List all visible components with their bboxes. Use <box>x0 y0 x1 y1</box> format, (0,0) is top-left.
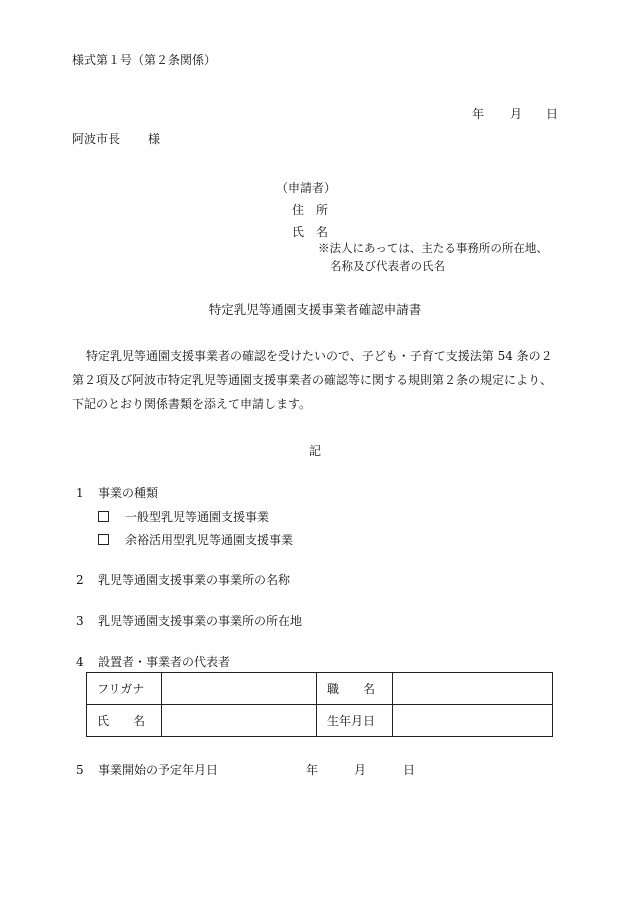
birthdate-field[interactable] <box>393 705 553 737</box>
item4-number: 4 <box>76 655 84 669</box>
option-general-label: 一般型乳児等通園支援事業 <box>125 510 270 524</box>
table-row <box>87 673 553 705</box>
item5-month-label: 月 <box>354 763 367 777</box>
table-row <box>87 705 553 737</box>
applicant-note-line1: ※法人にあっては、主たる事務所の所在地、 <box>318 241 548 255</box>
body-line: 下記のとおり関係書類を添えて申請します。 <box>72 397 312 411</box>
item1-option-general[interactable] <box>98 509 269 525</box>
applicant-address-label: 住 所 <box>292 203 329 217</box>
item2-number: 2 <box>76 573 84 587</box>
representative-table <box>86 672 553 737</box>
furigana-label: フリガナ <box>87 673 162 705</box>
option-surplus-label: 余裕活用型乳児等通園支援事業 <box>125 533 294 547</box>
applicant-note-line2: 名称及び代表者の氏名 <box>330 259 445 273</box>
name-label: 氏 名 <box>87 705 162 737</box>
furigana-field[interactable] <box>162 673 317 705</box>
position-field[interactable] <box>393 673 553 705</box>
birthdate-label: 生年月日 <box>317 705 393 737</box>
applicant-heading: （申請者） <box>276 181 337 195</box>
addressee-name: 阿波市長 <box>72 132 121 146</box>
item1-label: 事業の種類 <box>98 486 159 500</box>
addressee-honorific: 様 <box>148 132 161 146</box>
item5-label: 事業開始の予定年月日 <box>98 763 219 777</box>
item2-label: 乳児等通園支援事業の事業所の名称 <box>98 573 291 587</box>
form-number: 様式第１号（第２条関係） <box>72 53 217 67</box>
item5-number: 5 <box>76 763 84 777</box>
date-year-label: 年 <box>472 107 485 121</box>
item5-year-label: 年 <box>306 763 319 777</box>
item4-label: 設置者・事業者の代表者 <box>98 655 231 669</box>
date-month-label: 月 <box>510 107 523 121</box>
item1-number: 1 <box>76 486 84 500</box>
checkbox-surplus[interactable] <box>98 534 109 545</box>
date-day-label: 日 <box>546 107 559 121</box>
applicant-name-label: 氏 名 <box>292 225 329 239</box>
item1-option-surplus[interactable] <box>98 532 293 548</box>
name-field[interactable] <box>162 705 317 737</box>
body-line: 第２項及び阿波市特定乳児等通園支援事業者の確認等に関する規則第２条の規定により、 <box>72 373 553 387</box>
checkbox-general[interactable] <box>98 511 109 522</box>
item3-label: 乳児等通園支援事業の事業所の所在地 <box>98 614 303 628</box>
position-label: 職 名 <box>317 673 393 705</box>
item3-number: 3 <box>76 614 84 628</box>
body-line: 特定乳児等通園支援事業者の確認を受けたいので、子ども・子育て支援法第 54 条の２ <box>86 349 553 363</box>
ki-heading: 記 <box>308 444 321 458</box>
document-title: 特定乳児等通園支援事業者確認申請書 <box>208 302 422 317</box>
item5-day-label: 日 <box>403 763 416 777</box>
